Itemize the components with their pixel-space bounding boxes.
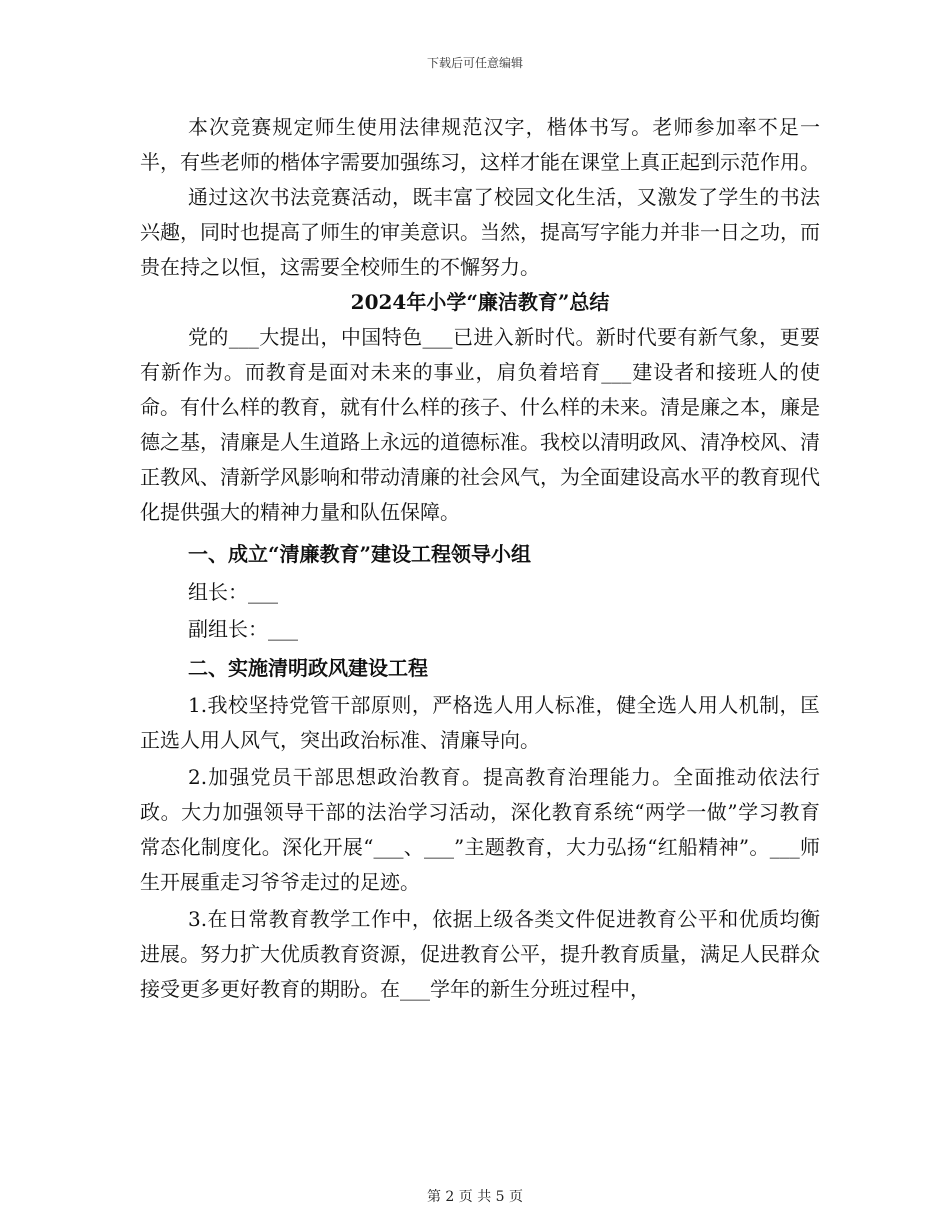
list-item-3: 3.在日常教育教学工作中，依据上级各类文件促进教育公平和优质均衡进展。努力扩大优质教育资源，促进教育公平，提升教育质量，满足人民群众接受更多更好教育的期盼。在___学年的新生分班过程中， xyxy=(140,907,820,1001)
vice-leader-line: 副组长：___ xyxy=(188,617,298,641)
list-item-1: 1.我校坚持党管干部原则，严格选人用人标准，健全选人用人机制，匡正选人用人风气，突出政治标准、清廉导向。 xyxy=(140,693,820,752)
document-title: 2024年小学“廉洁教育”总结 xyxy=(350,290,610,314)
leader-line: 组长：___ xyxy=(188,580,278,604)
document-body xyxy=(140,110,820,1007)
page-footer: 第 2 页 共 5 页 xyxy=(426,1189,524,1205)
section-heading-1: 一、成立“清廉教育”建设工程领导小组 xyxy=(188,542,532,566)
section-heading-2: 二、实施清明政风建设工程 xyxy=(188,656,428,680)
list-item-2: 2.加强党员干部思想政治教育。提高教育治理能力。全面推动依法行政。大力加强领导干部的法治学习活动，深化教育系统“两学一做”学习教育常态化制度化。深化开展“___、___”主题教育，大力弘扬“红船精神”。___师生开展重走习爷爷走过的足迹。 xyxy=(140,765,820,894)
paragraph-introduction: 党的___大提出，中国特色___已进入新时代。新时代要有新气象，更要有新作为。而教育是面对未来的事业，肩负着培育___建设者和接班人的使命。有什么样的教育，就有什么样的孩子、什么样的未来。清是廉之本，廉是德之基，清廉是人生道路上永远的道德标准。我校以清明政风、清净校风、清正教风、清新学风影响和带动清廉的社会风气，为全面建设高水平的教育现代化提供强大的精神力量和队伍保障。 xyxy=(140,325,820,524)
paragraph-competition-rules: 本次竞赛规定师生使用法律规范汉字，楷体书写。老师参加率不足一半，有些老师的楷体字需要加强练习，这样才能在课堂上真正起到示范作用。 xyxy=(140,115,820,174)
page-header: 下载后可任意编辑 xyxy=(426,56,523,70)
paragraph-competition-summary: 通过这次书法竞赛活动，既丰富了校园文化生活，又激发了学生的书法兴趣，同时也提高了师生的审美意识。当然，提高写字能力并非一日之功，而贵在持之以恒，这需要全校师生的不懈努力。 xyxy=(140,185,820,279)
